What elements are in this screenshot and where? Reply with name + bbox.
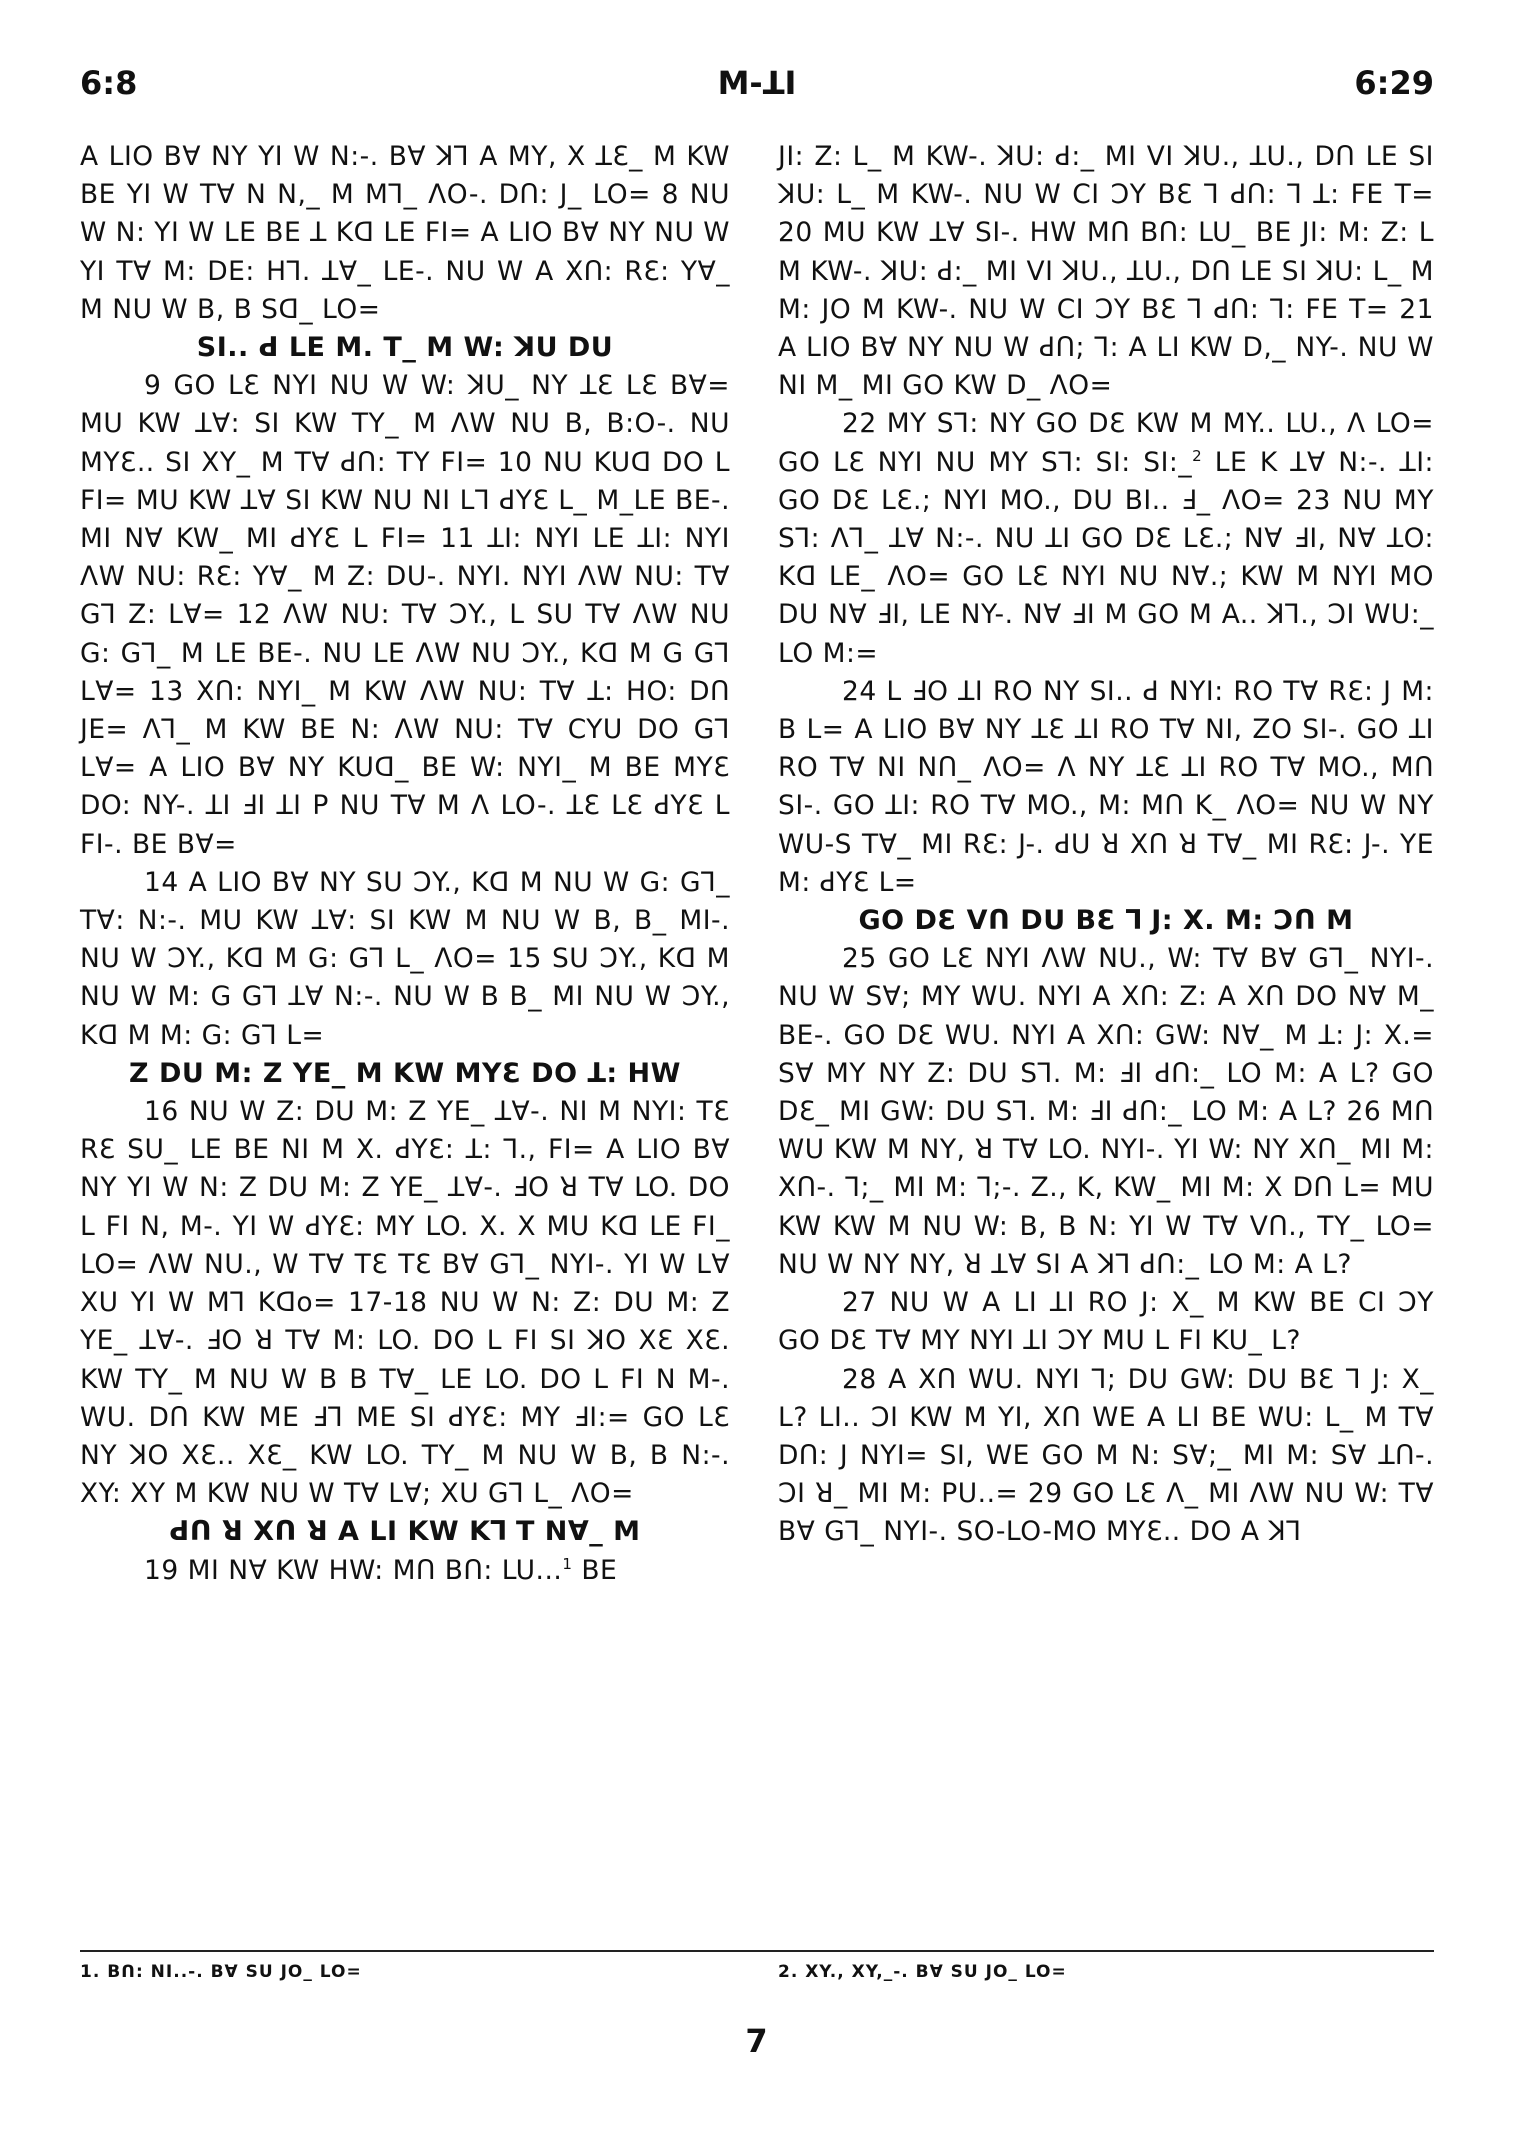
- paragraph-text: 16 NU W Z: DU M: Z YE_ ꓕꓯ-. NI M NYI: TƐ RƐ SU_ LE BE NI M X. ꓒYƐ: ꓕ: ꓶ., FI= A LIO Bꓯ NY YI W N: Z DU M: Z YE_ ꓕꓯ-. ꓞO ꓤ Tꓯ LO. DO L FI N, M-. YI W ꓒYƐ: MY LO. X. X MU Kꓷ LE FI_ LO= ꓥW NU., W Tꓯ TƐ TƐ Bꓯ Gꓶ_ NYI-. YI W Lꓯ XU YI W Mꓶ Kꓷo= 17-18 NU W N: Z: DU M: Z YE_ ꓕꓯ-. ꓞO ꓤ Tꓯ M: LO. DO L FI SI ꓘO XƐ XƐ. KW TY_ M NU W B B Tꓯ_ LE LO. DO L FI N M-. WU. Dꓵ KW ME ꓞꓶ ME SI ꓒYƐ: MY ꓞI:= GO LƐ NY ꓘO XƐ.. XƐ_ KW LO. TY_ M NU W B, B N:-. XY: XY M KW NU W Tꓯ Lꓯ; XU Gꓶ L_ ꓥO=: [80, 1096, 730, 1510]
- left-text-column: [80, 138, 730, 1590]
- paragraph: [778, 673, 1434, 902]
- paragraph: [80, 864, 730, 1055]
- footnote-marker: 1: [562, 1554, 573, 1573]
- section-heading: [778, 902, 1434, 940]
- paragraph-text: 28 A Xꓵ WU. NYI ꓶ; DU GW: DU BƐ ꓶ J: X_ L? LI.. ƆI KW M YI, Xꓵ WE A LI BE WU: L_ M Tꓯ Dꓵ: J NYI= SI, WE GO M N: Sꓯ;_ MI M: Sꓯ ꓕꓵ-. ƆI ꓤ_ MI M: PU..= 29 GO LƐ ꓥ_ MI ꓥW NU W: Tꓯ Bꓯ Gꓶ_ NYI-. SO-LO-MO MYƐ.. DO A ꓘꓶ: [778, 1363, 1434, 1548]
- footnote-divider: [80, 1950, 1434, 1952]
- page-header: [80, 64, 1434, 116]
- paragraph-text: 25 GO LƐ NYI ꓥW NU., W: Tꓯ Bꓯ Gꓶ_ NYI-. NU W Sꓯ; MY WU. NYI A Xꓵ: Z: A Xꓵ DO Nꓯ M_ BE-. GO DƐ WU. NYI A Xꓵ: GW: Nꓯ_ M ꓕ: J: X.= Sꓯ MY NY Z: DU Sꓶ. M: ꓞI ꓒꓵ:_ LO M: A L? GO DƐ_ MI GW: DU Sꓶ. M: ꓞI ꓒꓵ:_ LO M: A L? 26 Mꓵ WU KW M NY, ꓤ Tꓯ LO. NYI-. YI W: NY Xꓵ_ MI M: Xꓵ-. ꓶ;_ MI M: ꓶ;-. Z., K, KW_ MI M: X Dꓵ L= MU KW KW M NU W: B, B N: YI W Tꓯ Vꓵ., TY_ LO= NU W NY NY, ꓤ ꓕꓯ SI A ꓘꓶ ꓒꓵ:_ LO M: A L?: [778, 943, 1434, 1280]
- paragraph: [80, 367, 730, 864]
- header-left-reference: 6:8: [80, 64, 138, 102]
- header-book-title: M-ꓕI: [717, 64, 797, 102]
- paragraph: [778, 405, 1434, 672]
- paragraph-text: 22 MY Sꓶ: NY GO DƐ KW M MY.. LU., ꓥ LO= GO LƐ NYI NU MY Sꓶ: SI: SI:_: [778, 408, 1434, 478]
- heading-text: Z DU M: Z YE_ M KW MYƐ DO ꓕ: HW: [129, 1057, 681, 1089]
- paragraph: [80, 1552, 730, 1590]
- footnote-2: 2. XY., XY,_-. Bꓯ SU JO_ LO=: [778, 1962, 1067, 1982]
- paragraph: [778, 1284, 1434, 1360]
- header-right-reference: 6:29: [1354, 64, 1434, 102]
- right-text-column: [778, 138, 1434, 1552]
- paragraph-text: 14 A LIO Bꓯ NY SU ƆY., Kꓷ M NU W G: Gꓶ_ Tꓯ: N:-. MU KW ꓕꓯ: SI KW M NU W B, B_ MI-. NU W ƆY., Kꓷ M G: Gꓶ L_ ꓥO= 15 SU ƆY., Kꓷ M NU W M: G Gꓶ ꓕꓯ N:-. NU W B B_ MI NU W ƆY., Kꓷ M M: G: Gꓶ L=: [80, 866, 730, 1051]
- paragraph-text-tail: BE: [572, 1554, 618, 1586]
- footnote-1: 1. Bꓵ: NI..-. Bꓯ SU JO_ LO=: [80, 1962, 362, 1982]
- page-number: 7: [745, 2022, 768, 2060]
- paragraph: [80, 138, 730, 329]
- heading-text: SI.. ꓒ LE M. T_ M W: ꓘU DU: [196, 332, 614, 364]
- paragraph-text: 24 L ꓞO ꓕI RO NY SI.. ꓒ NYI: RO Tꓯ RƐ: J M: B L= A LIO Bꓯ NY ꓕƐ ꓕI RO Tꓯ NI, ZO SI-. GO ꓕI RO Tꓯ NI Nꓵ_ ꓥO= ꓥ NY ꓕƐ ꓕI RO Tꓯ MO., Mꓵ SI-. GO ꓕI: RO Tꓯ MO., M: Mꓵ K_ ꓥO= NU W NY WU-S Tꓯ_ MI RƐ: J-. ꓒU ꓤ Xꓵ ꓤ Tꓯ_ MI RƐ: J-. YE M: ꓒYƐ L=: [778, 675, 1434, 898]
- paragraph: [80, 1093, 730, 1513]
- paragraph: [778, 1361, 1434, 1552]
- section-heading: [80, 329, 730, 367]
- paragraph-text: 19 MI Nꓯ KW HW: Mꓵ Bꓵ: LU...: [144, 1554, 563, 1586]
- paragraph-text: 27 NU W A LI ꓕI RO J: X_ M KW BE CI ƆY GO DƐ Tꓯ MY NYI ꓕI ƆY MU L FI KU_ L?: [778, 1287, 1434, 1357]
- paragraph-text: A LIO Bꓯ NY YI W N:-. Bꓯ ꓘꓶ A MY, X ꓕƐ_ M KW BE YI W Tꓯ N N,_ M Mꓶ_ ꓥO-. Dꓵ: J_ LO= 8 NU W N: YI W LE BE ꓕ Kꓷ LE FI= A LIO Bꓯ NY NU W YI Tꓯ M: DE: Hꓶ. ꓕꓯ_ LE-. NU W A Xꓵ: RƐ: Yꓯ_ M NU W B, B Sꓷ_ LO=: [80, 141, 730, 325]
- heading-text: ꓒꓵ ꓤ Xꓵ ꓤ A LI KW Kꓶ T Nꓯ_ M: [169, 1516, 641, 1548]
- paragraph: [778, 940, 1434, 1284]
- footnote-marker: 2: [1192, 446, 1203, 465]
- paragraph-text: 9 GO LƐ NYI NU W W: ꓘU_ NY ꓕƐ LƐ Bꓯ= MU KW ꓕꓯ: SI KW TY_ M ꓥW NU B, B:O-. NU MYƐ.. SI XY_ M Tꓯ ꓒꓵ: TY FI= 10 NU KUꓷ DO L FI= MU KW ꓕꓯ SI KW NU NI Lꓶ ꓒYƐ L_ M_LE BE-. MI Nꓯ KW_ MI ꓒYƐ L FI= 11 ꓕI: NYI LE ꓕI: NYI ꓥW NU: RƐ: Yꓯ_ M Z: DU-. NYI. NYI ꓥW NU: Tꓯ Gꓶ Z: Lꓯ= 12 ꓥW NU: Tꓯ ƆY., L SU Tꓯ ꓥW NU G: Gꓶ_ M LE BE-. NU LE ꓥW NU ƆY., Kꓷ M G Gꓶ Lꓯ= 13 Xꓵ: NYI_ M KW ꓥW NU: Tꓯ ꓕ: HO: Dꓵ JE= ꓥꓶ_ M KW BE N: ꓥW NU: Tꓯ CYU DO Gꓶ Lꓯ= A LIO Bꓯ NY KUꓷ_ BE W: NYI_ M BE MYƐ DO: NY-. ꓕI ꓞI ꓕI P NU Tꓯ M ꓥ LO-. ꓕƐ LƐ ꓒYƐ L FI-. BE Bꓯ=: [80, 370, 730, 860]
- section-heading: [80, 1055, 730, 1093]
- heading-text: GO DƐ Vꓵ DU BƐ ꓶ J: X. M: Ɔꓵ M: [858, 905, 1354, 937]
- paragraph-text-tail: LE K ꓕꓯ N:-. ꓕI: GO DƐ LƐ.; NYI MO., DU BI.. ꓞ_ ꓥO= 23 NU MY Sꓶ: ꓥꓶ_ ꓕꓯ N:-. NU ꓕI GO DƐ LƐ.; Nꓯ ꓞI, Nꓯ ꓕO: Kꓷ LE_ ꓥO= GO LƐ NYI NU Nꓯ.; KW M NYI MO DU Nꓯ ꓞI, LE NY-. Nꓯ ꓞI M GO M A.. ꓘꓶ., ƆI WU:_ LO M:=: [778, 446, 1434, 669]
- paragraph: [778, 138, 1434, 405]
- section-heading: [80, 1513, 730, 1551]
- paragraph-text: JI: Z: L_ M KW-. ꓘU: ꓒ:_ MI VI ꓘU., ꓕU., Dꓵ LE SI ꓘU: L_ M KW-. NU W CI ƆY BƐ ꓶ ꓒꓵ: ꓶ ꓕ: FE T= 20 MU KW ꓕꓯ SI-. HW Mꓵ Bꓵ: LU_ BE JI: M: Z: L M KW-. ꓘU: ꓒ:_ MI VI ꓘU., ꓕU., Dꓵ LE SI ꓘU: L_ M M: JO M KW-. NU W CI ƆY BƐ ꓶ ꓒꓵ: ꓶ: FE T= 21 A LIO Bꓯ NY NU W ꓒꓵ; ꓶ: A LI KW D,_ NY-. NU W NI M_ MI GO KW D_ ꓥO=: [778, 141, 1434, 402]
